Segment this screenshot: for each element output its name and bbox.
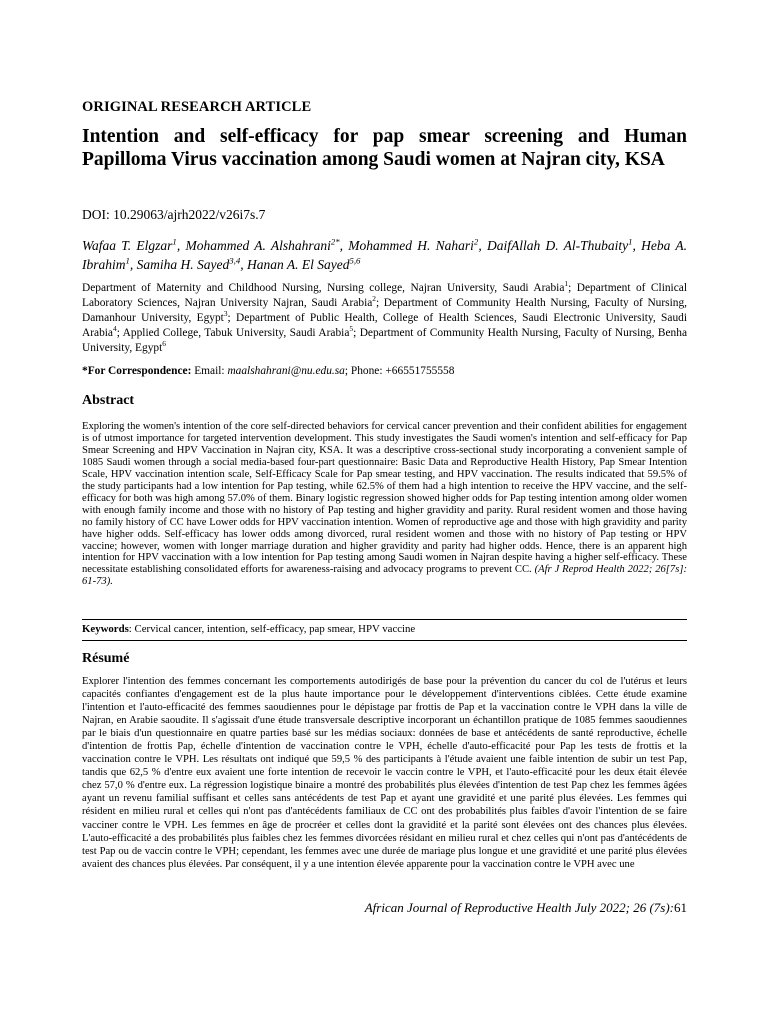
author-separator: , [129,257,137,272]
affiliation-text: Department of Community Health Nursing, Faculty of Nursing, Damanhour University, Egypt [82,297,687,324]
author-list [82,236,687,274]
author-name[interactable]: DaifAllah D. Al-Thubaity [486,238,629,253]
abstract-body [82,421,687,588]
article-title: Intention and self-efficacy for pap smear screening and Human Papilloma Virus vaccination among Saudi women at Najran city, KSA [82,126,687,170]
author-affiliation-marker: 2* [330,236,340,247]
affiliation-separator: ; [376,297,384,309]
abstract-text: Exploring the women's intention of the core self-directed behaviors for cervical cancer prevention and their confident abilities for engagement is of utmost importance for targeted intervention development. This study investigates the Saudi women's intention and self-efficacy for Pap Smear Screening and HPV Vaccination in Najran city, KSA. It was a descriptive cross-sectional study incorporating a convenient sample of 1085 Saudi women through a social media-based four-part questionnaire: Basic Data and Reproductive Health History, Pap Smear Intention Scale, HPV vaccination intention scale, Self-Efficacy Scale for Pap smear testing, and HPV vaccination. The results indicated that 59.5% of the study participants had a low intention for Pap testing, while 62.5% of them had a high intention to receive the HPV vaccine, and the self-efficacy for both was high among 57.0% of them. Binary logistic regression showed higher odds for Pap testing intention among older women with enough family income and those with no history of Pap testing and higher gravidity and parity. Rural resident women and those having no family history of CC have Lower odds for HPV vaccination intention. Women of reproductive age and those with high gravidity and parity have higher odds. Self-efficacy has lower odds among divorced, rural resident women and those with no history of Pap testing or HPV vaccine; however, women with longer marriage duration and higher gravidity and parity had higher odds. Hence, there is an apparent high intention for HPV vaccination with a low intention for Pap testing among Saudi women in Najran despite having a higher self-efficacy. These necessitate establishing consolidated efforts for awareness-raising and advocacy programs to prevent CC. [82,421,687,576]
author-affiliation-marker: 3,4 [229,255,241,266]
keywords-top-rule [82,619,687,620]
affiliation-marker: 4 [113,324,117,334]
author-separator: , [240,257,247,272]
doi-link[interactable]: DOI: 10.29063/ajrh2022/v26i7s.7 [82,207,266,222]
author-separator: , [478,238,487,253]
correspondence-phone: ; Phone: +66551755558 [344,365,455,377]
correspondence-label: *For Correspondence: [82,365,192,377]
affiliation-text: Department of Community Health Nursing, Faculty of Nursing, Benha University, Egypt [82,327,688,354]
author-separator: , [632,238,642,253]
keywords-text: : Cervical cancer, intention, self-efficacy, pap smear, HPV vaccine [128,623,416,635]
correspondence-email-link[interactable]: maalshahrani@nu.edu.sa [227,365,345,377]
affiliation-marker: 5 [349,324,354,334]
author-name[interactable]: Heba A. Ibrahim [82,238,688,272]
correspondence-email-label: Email: [191,365,228,377]
affiliation-marker: 2 [372,294,376,304]
author-separator: , [339,238,349,253]
author-affiliation-marker: 1 [172,236,177,247]
keywords-label: Keywords [82,623,129,635]
keywords-line [82,623,415,635]
abstract-heading: Abstract [82,393,135,408]
author-affiliation-marker: 5,6 [349,255,361,266]
correspondence-line [82,365,454,377]
affiliation-text: Department of Public Health, College of Health Sciences, Saudi Electronic University, Saudi Arabia [82,312,688,339]
author-affiliation-marker: 1 [628,236,633,247]
author-name[interactable]: Hanan A. El Sayed [246,257,350,272]
author-name[interactable]: Samiha H. Sayed [136,257,230,272]
resume-body: Explorer l'intention des femmes concernant les comportements autodirigés de base pour la prévention du cancer du col de l'utérus et leurs capacités confiantes d'engagement est de la plus haute importance pour le développement d'interventions ciblées. Cette étude examine l'intention et l'auto-efficacité des femmes saoudiennes pour le dépistage par frottis de Pap et la vaccination contre le VPH dans la ville de Najran, en Arabie saoudite. Il s'agissait d'une étude transversale descriptive incorporant un échantillon pratique de 1085 femmes saoudiennes par le biais d'un questionnaire en quatre parties basé sur les médias sociaux: données de base et antécédents de santé reproductive, échelle d'intention de frottis Pap, échelle d'intention de vaccination contre le VPH, échelle d'auto-efficacité pour Pap les tests de frottis et la vaccination contre le VPH. Les résultats ont indiqué que 59,5 % des participants à l'étude avaient une faible intention de subir un test Pap, tandis que 62,5 % d'entre eux avaient une forte intention de recevoir le vaccin contre le VPH, et l'auto-efficacité pour les deux était élevée chez 57,0 % d'entre eux. La régression logistique binaire a montré des probabilités plus élevées d'intention de test Pap chez les femmes âgées ayant un revenu familial suffisant et celles sans antécédents de test Pap et ayant une gravidité et une parité plus élevées. Les femmes qui résident en milieu rural et celles qui n'ont pas d'antécédents familiaux de CC ont des probabilités plus faibles d'avoir l'intention de se faire vacciner contre le VPH. Les femmes en âge de procréer et celles dont la gravidité et la parité sont élevées ont des chances plus élevées. L'auto-efficacité a des probabilités plus faibles chez les femmes divorcées résidant en milieu rural et chez celles qui n'ont pas d'antécédents de test Pap ou de vaccin contre le VPH; cependant, les femmes avec une durée de mariage plus longue et une gravidité et une parité plus élevées avaient des chances plus élevées. Par conséquent, il y a une intention élevée apparente pour la vaccination contre le VPH avec une [82,676,687,870]
affiliation-list [82,281,687,356]
affiliation-text: Department of Maternity and Childhood Nursing, Nursing college, Najran University, Saudi Arabia [82,282,565,294]
resume-heading: Résumé [82,651,130,666]
footer-page-number: 61 [674,900,687,915]
author-name[interactable]: Mohammed A. Alshahrani [185,238,331,253]
affiliation-separator: ; [116,327,123,339]
page-footer [365,900,687,916]
affiliation-marker: 1 [564,279,569,289]
footer-journal-citation: African Journal of Reproductive Health July 2022; 26 (7s): [364,900,674,915]
author-separator: , [176,238,186,253]
article-type-label: ORIGINAL RESEARCH ARTICLE [82,99,312,115]
affiliation-marker: 3 [223,309,228,319]
affiliation-separator: ; [353,327,360,339]
abstract-citation: (Afr J Reprod Health 2022; 26[7s]: 61-73). [82,564,687,588]
affiliation-separator: ; [568,282,577,294]
author-affiliation-marker: 2 [473,236,479,247]
author-name[interactable]: Wafaa T. Elgzar [82,238,173,253]
affiliation-text: Department of Clinical Laboratory Sciences, Najran University Najran, Saudi Arabia [82,282,687,309]
affiliation-marker: 6 [162,339,166,349]
affiliation-text: Applied College, Tabuk University, Saudi Arabia [122,327,350,339]
affiliation-separator: ; [227,312,237,324]
author-affiliation-marker: 1 [125,255,130,266]
author-name[interactable]: Mohammed H. Nahari [348,238,474,253]
keywords-bottom-rule [82,640,687,641]
